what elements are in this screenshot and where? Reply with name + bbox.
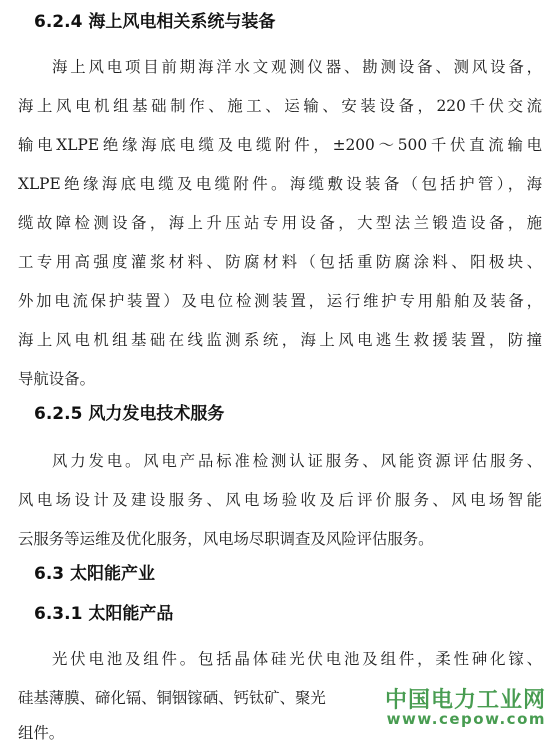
paragraph-line: 输电XLPE绝缘海底电缆及电缆附件，±200～500千伏直流输电 xyxy=(18,136,542,154)
paragraph-line: 光伏电池及组件。包括晶体硅光伏电池及组件，柔性砷化镓、 xyxy=(52,650,542,668)
section-heading-6-2-5: 6.2.5 风力发电技术服务 xyxy=(34,404,225,424)
paragraph-line: 海上风电项目前期海洋水文观测仪器、勘测设备、测风设备， xyxy=(52,58,542,76)
paragraph-line: 风电场设计及建设服务、风电场验收及后评价服务、风电场智能 xyxy=(18,491,542,509)
paragraph-line: 风力发电。风电产品标准检测认证服务、风能资源评估服务、 xyxy=(52,452,542,470)
paragraph-line: 缆故障检测设备，海上升压站专用设备，大型法兰锻造设备，施 xyxy=(18,214,542,232)
watermark-title: 中国电力工业网 xyxy=(384,688,546,713)
paragraph-line: 硅基薄膜、碲化镉、铜铟镓硒、钙钛矿、聚光 xyxy=(18,689,326,707)
paragraph-line: XLPE绝缘海底电缆及电缆附件。海缆敷设装备（包括护管），海 xyxy=(18,175,542,193)
paragraph-line: 工专用高强度灌浆材料、防腐材料（包括重防腐涂料、阳极块、 xyxy=(18,253,542,271)
paragraph-line: 组件。 xyxy=(18,724,65,742)
paragraph-line: 云服务等运维及优化服务，风电场尽职调查及风险评估服务。 xyxy=(18,530,434,548)
paragraph-line: 导航设备。 xyxy=(18,370,95,388)
section-heading-6-3: 6.3 太阳能产业 xyxy=(34,564,156,584)
watermark-url: www.cepow.com xyxy=(386,710,546,728)
section-heading-6-2-4: 6.2.4 海上风电相关系统与装备 xyxy=(34,12,276,32)
paragraph-line: 海上风电机组基础在线监测系统，海上风电逃生救援装置，防撞 xyxy=(18,331,542,349)
paragraph-line: 海上风电机组基础制作、施工、运输、安装设备，220千伏交流 xyxy=(18,97,542,115)
section-heading-6-3-1: 6.3.1 太阳能产品 xyxy=(34,604,174,624)
paragraph-line: 外加电流保护装置）及电位检测装置，运行维护专用船舶及装备， xyxy=(18,292,542,310)
